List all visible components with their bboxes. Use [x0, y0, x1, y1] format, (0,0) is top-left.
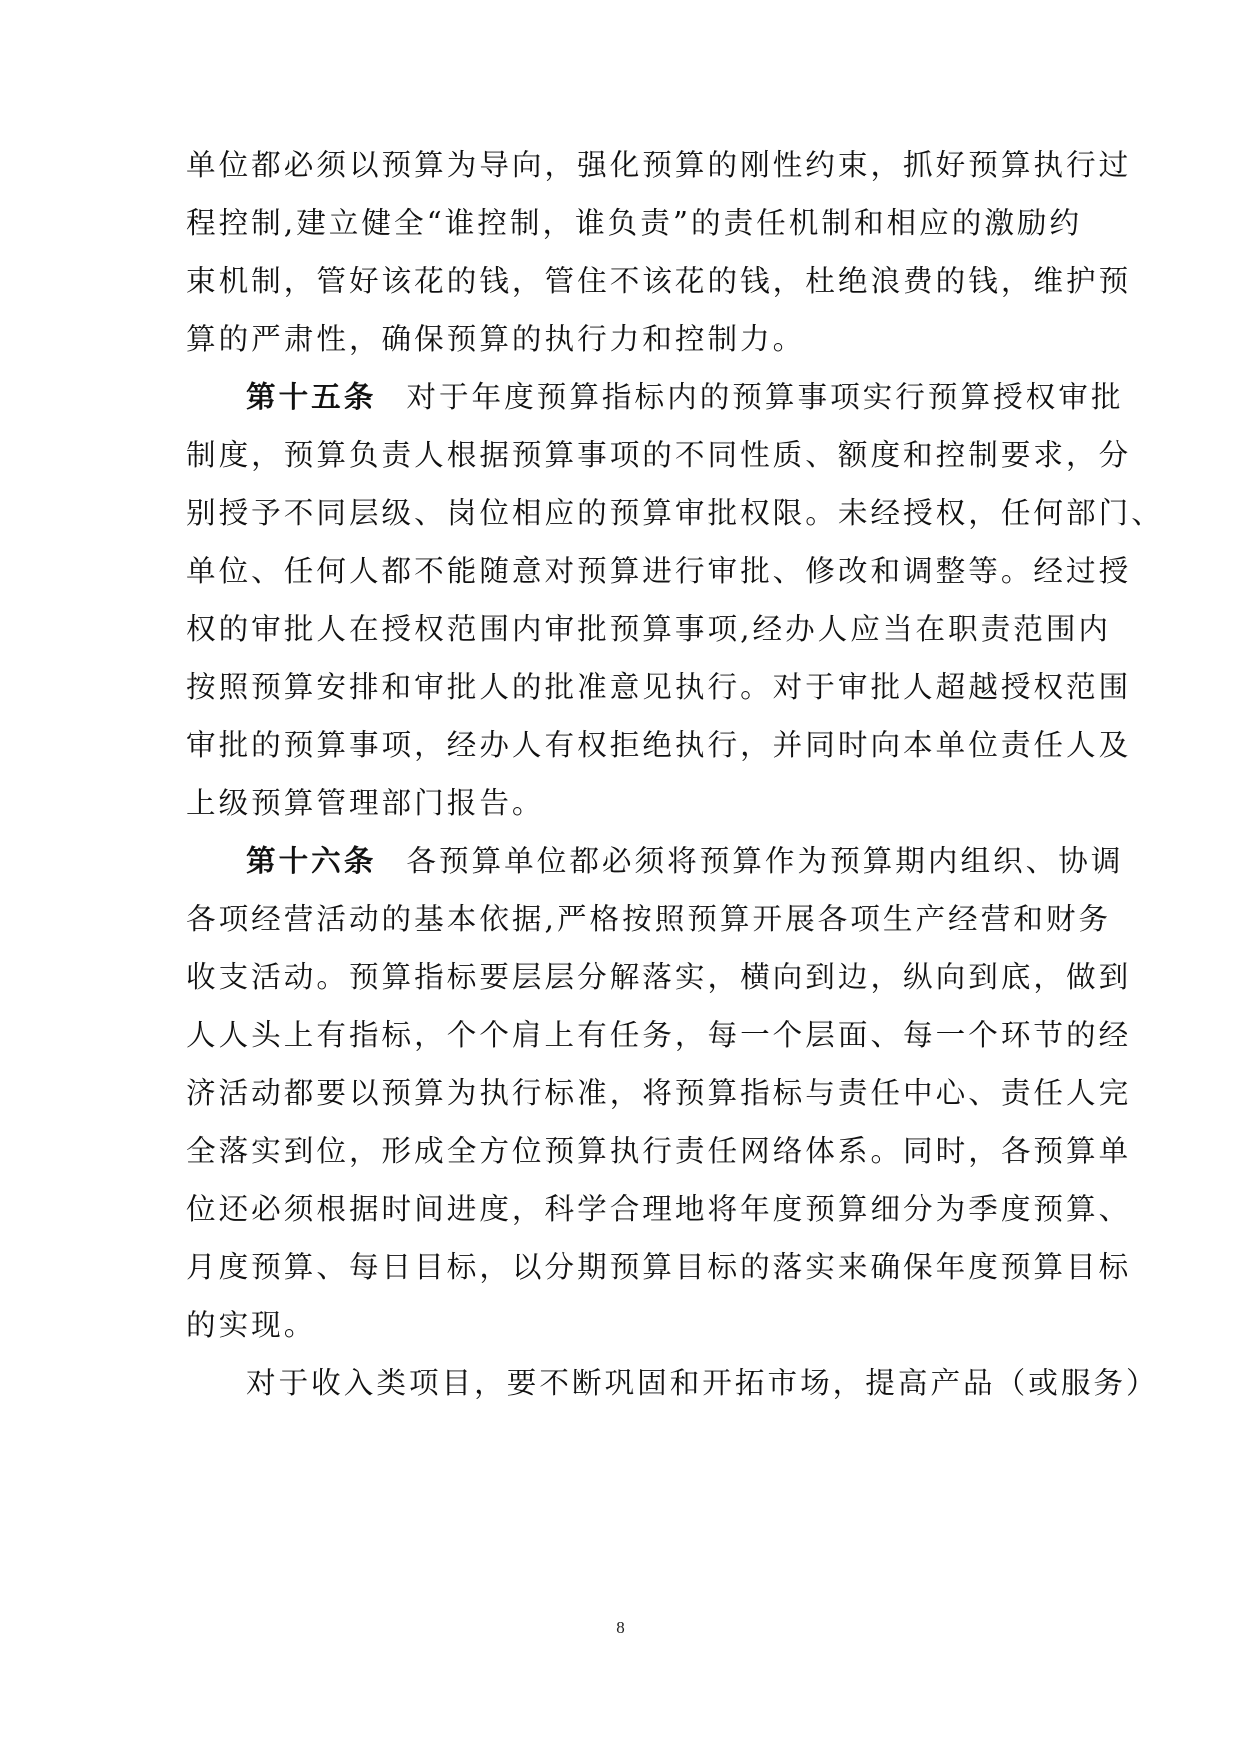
paragraph-line: 审批的预算事项，经办人有权拒绝执行，并同时向本单位责任人及 — [186, 728, 1132, 762]
article-16-text: 各预算单位都必须将预算作为预算期内组织、协调 — [406, 844, 1124, 878]
article-16-first-line — [246, 841, 1146, 881]
paragraph-line: 算的严肃性，确保预算的执行力和控制力。 — [186, 322, 806, 356]
article-15-heading: 第十五条 — [246, 379, 377, 414]
paragraph-line: 济活动都要以预算为执行标准，将预算指标与责任中心、责任人完 — [186, 1076, 1132, 1110]
paragraph-line: 对于收入类项目，要不断巩固和开拓市场，提高产品（或服务） — [246, 1366, 1159, 1400]
article-15-text: 对于年度预算指标内的预算事项实行预算授权审批 — [406, 380, 1124, 414]
paragraph-line: 上级预算管理部门报告。 — [186, 786, 545, 820]
paragraph-line: 全落实到位，形成全方位预算执行责任网络体系。同时，各预算单 — [186, 1134, 1132, 1168]
paragraph-line: 别授予不同层级、岗位相应的预算审批权限。未经授权，任何部门、 — [186, 496, 1164, 530]
paragraph-line: 人人头上有指标，个个肩上有任务，每一个层面、每一个环节的经 — [186, 1018, 1132, 1052]
paragraph-line: 程控制,建立健全“谁控制，谁负责”的责任机制和相应的激励约 — [186, 206, 1083, 240]
paragraph-line: 单位都必须以预算为导向，强化预算的刚性约束，抓好预算执行过 — [186, 148, 1132, 182]
article-15-first-line — [246, 377, 1146, 417]
paragraph-line: 单位、任何人都不能随意对预算进行审批、修改和调整等。经过授 — [186, 554, 1132, 588]
paragraph-line: 月度预算、每日目标，以分期预算目标的落实来确保年度预算目标 — [186, 1250, 1132, 1284]
page-number: 8 — [616, 1618, 625, 1637]
paragraph-line: 的实现。 — [186, 1308, 317, 1342]
paragraph-line: 制度，预算负责人根据预算事项的不同性质、额度和控制要求，分 — [186, 438, 1132, 472]
paragraph-line: 按照预算安排和审批人的批准意见执行。对于审批人超越授权范围 — [186, 670, 1132, 704]
paragraph-line: 收支活动。预算指标要层层分解落实，横向到边，纵向到底，做到 — [186, 960, 1132, 994]
paragraph-line: 束机制，管好该花的钱，管住不该花的钱，杜绝浪费的钱，维护预 — [186, 264, 1132, 298]
article-16-heading: 第十六条 — [246, 843, 377, 878]
paragraph-line: 权的审批人在授权范围内审批预算事项,经办人应当在职责范围内 — [186, 612, 1112, 646]
paragraph-line: 位还必须根据时间进度，科学合理地将年度预算细分为季度预算、 — [186, 1192, 1132, 1226]
paragraph-line: 各项经营活动的基本依据,严格按照预算开展各项生产经营和财务 — [186, 902, 1112, 936]
